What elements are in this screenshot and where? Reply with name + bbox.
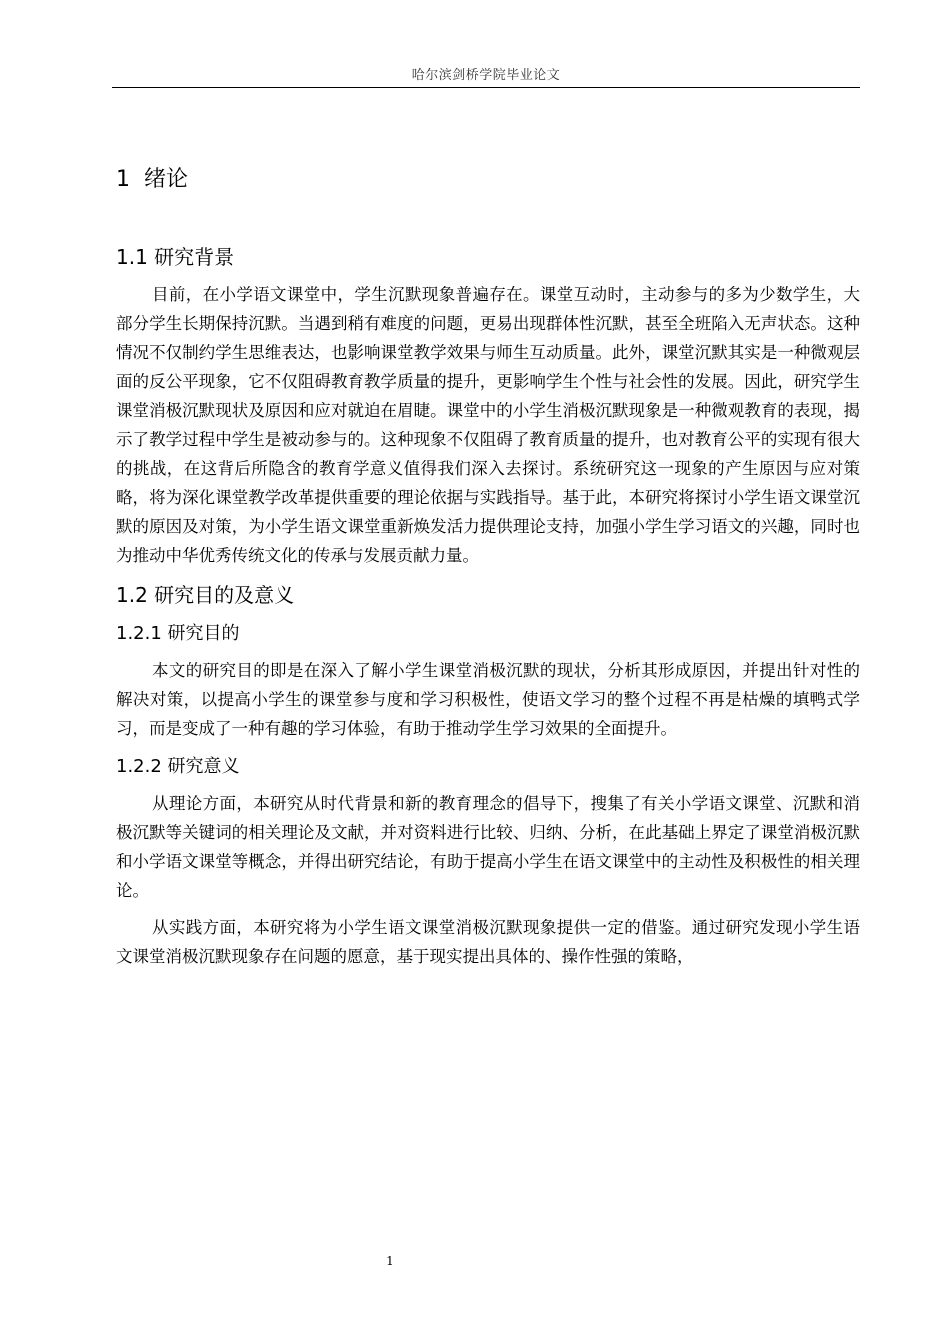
section-heading-1-2: 1.2 研究目的及意义 <box>116 583 295 607</box>
subsection-heading-1-2-1: 1.2.1 研究目的 <box>116 623 240 644</box>
paragraph-background: 目前，在小学语文课堂中，学生沉默现象普遍存在。课堂互动时，主动参与的多为少数学生，大部分学生长期保持沉默。当遇到稍有难度的问题，更易出现群体性沉默，甚至全班陷入无声状态。这种情况不仅制约学生思维表达，也影响课堂教学效果与师生互动质量。此外，课堂沉默其实是一种微观层面的反公平现象，它不仅阻碍教育教学质量的提升，更影响学生个性与社会性的发展。因此，研究学生课堂消极沉默现状及原因和应对就迫在眉睫。课堂中的小学生消极沉默现象是一种微观教育的表现，揭示了教学过程中学生是被动参与的。这种现象不仅阻碍了教育质量的提升，也对教育公平的实现有很大的挑战，在这背后所隐含的教育学意义值得我们深入去探讨。系统研究这一现象的产生原因与应对策略，将为深化课堂教学改革提供重要的理论依据与实践指导。基于此，本研究将探讨小学生语文课堂沉默的原因及对策，为小学生语文课堂重新焕发活力提供理论支持，加强小学生学习语文的兴趣，同时也为推动中华优秀传统文化的传承与发展贡献力量。 <box>116 285 860 565</box>
paragraph-significance-practice: 从实践方面，本研究将为小学生语文课堂消极沉默现象提供一定的借鉴。通过研究发现小学生语文课堂消极沉默现象存在问题的愿意，基于现实提出具体的、操作性强的策略， <box>116 918 860 966</box>
paragraph-significance-theory: 从理论方面，本研究从时代背景和新的教育理念的倡导下，搜集了有关小学语文课堂、沉默和消极沉默等关键词的相关理论及文献，并对资料进行比较、归纳、分析，在此基础上界定了课堂消极沉默和小学语文课堂等概念，并得出研究结论，有助于提高小学生在语文课堂中的主动性及积极性的相关理论。 <box>116 794 860 900</box>
page-content <box>116 160 860 979</box>
chapter-number: 1 <box>116 167 130 192</box>
page-number: 1 <box>386 1254 394 1268</box>
running-header: 哈尔滨剑桥学院毕业论文 <box>411 68 561 83</box>
subsection-heading-1-2-2: 1.2.2 研究意义 <box>116 756 240 777</box>
section-heading-1-1: 1.1 研究背景 <box>116 245 235 269</box>
header-rule <box>112 87 860 88</box>
chapter-title: 绪论 <box>144 167 189 192</box>
chapter-heading <box>116 160 860 200</box>
paragraph-purpose: 本文的研究目的即是在深入了解小学生课堂消极沉默的现状，分析其形成原因，并提出针对性的解决对策，以提高小学生的课堂参与度和学习积极性，使语文学习的整个过程不再是枯燥的填鸭式学习，而是变成了一种有趣的学习体验，有助于推动学生学习效果的全面提升。 <box>116 661 860 738</box>
